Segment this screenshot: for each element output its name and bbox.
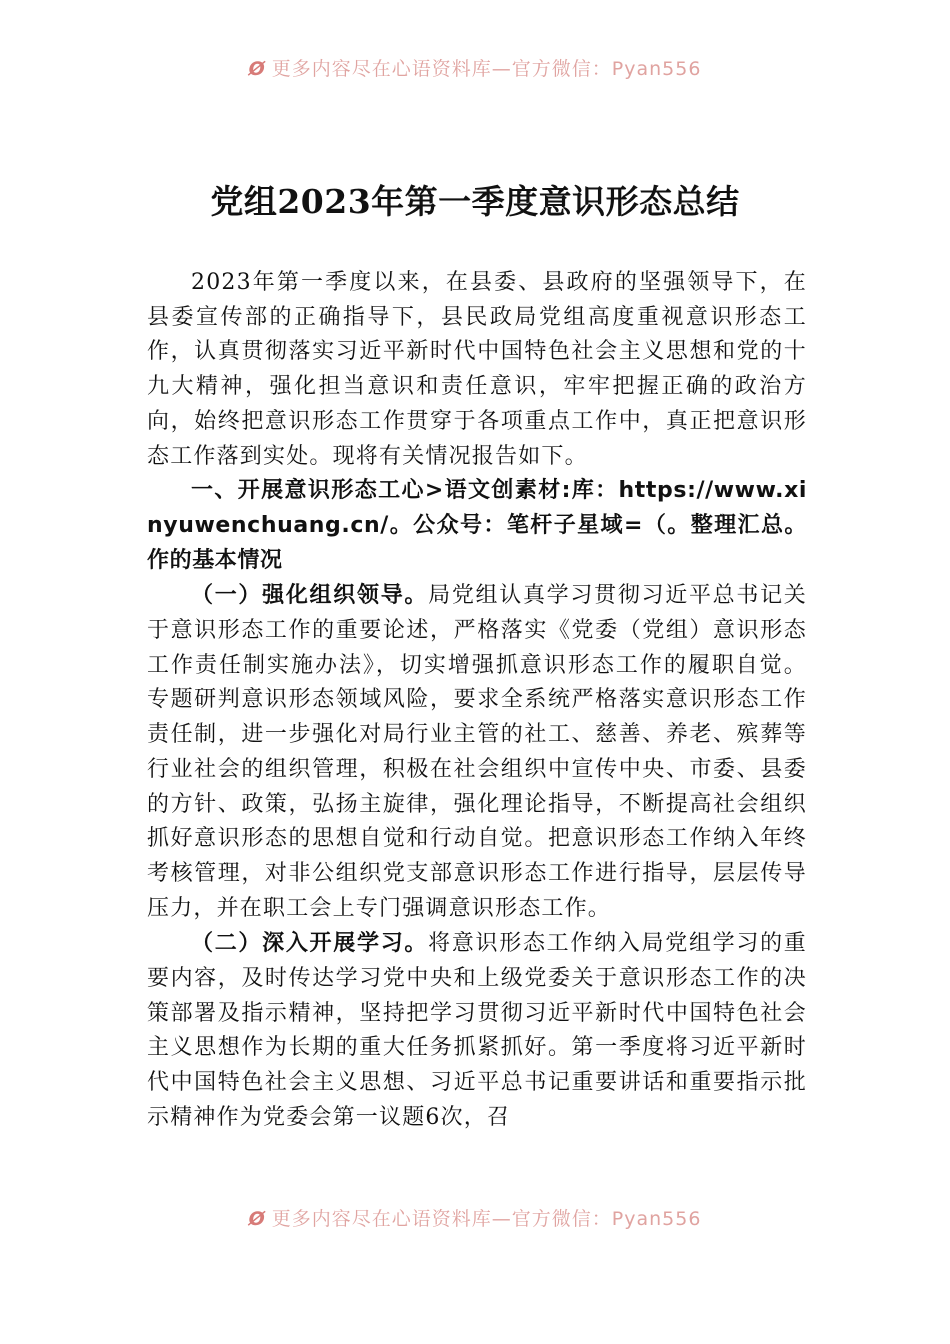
document-title: 党组2023年第一季度意识形态总结: [210, 182, 740, 221]
intro-paragraph: 2023年第一季度以来，在县委、县政府的坚强领导下，在县委宣传部的正确指导下，县民政局党组高度重视意识形态工作，认真贯彻落实习近平新时代中国特色社会主义思想和党的十九大精神，强化担当意识和责任意识，牢牢把握正确的政治方向，始终把意识形态工作贯穿于各项重点工作中，真正把意识形态工作落到实处。现将有关情况报告如下。: [147, 270, 807, 469]
watermark-logo-icon: Ø: [248, 58, 266, 80]
item-label-1: （一）强化组织领导。: [191, 582, 429, 609]
watermark-logo-icon: Ø: [248, 1208, 266, 1230]
item-paragraph-1: [147, 578, 807, 926]
section-heading: 一、开展意识形态工心>语文创素材:库：https://www.xinyuwenchuang.cn/。公众号：笔杆子星域=（。整理汇总。作的基本情况: [147, 478, 807, 573]
document-body: [147, 266, 807, 1136]
watermark-text: 更多内容尽在心语资料库—官方微信：Pyan556: [271, 58, 702, 80]
footer-watermark: [0, 1204, 950, 1234]
item-text-1: 局党组认真学习贯彻习近平总书记关于意识形态工作的重要论述，严格落实《党委（党组）意识形态工作责任制实施办法》，切实增强抓意识形态工作的履职自觉。专题研判意识形态领域风险，要求全系统严格落实意识形态工作责任制，进一步强化对局行业主管的社工、慈善、养老、殡葬等行业社会的组织管理，积极在社会组织中宣传中央、市委、县委的方针、政策，弘扬主旋律，强化理论指导，不断提高社会组织抓好意识形态的思想自觉和行动自觉。把意识形态工作纳入年终考核管理，对非公组织党支部意识形态工作进行指导，层层传导压力，并在职工会上专门强调意识形态工作。: [147, 583, 807, 921]
item-label-2: （二）深入开展学习。: [191, 930, 429, 957]
header-watermark: [0, 54, 950, 84]
item-text-2: 将意识形态工作纳入局党组学习的重要内容，及时传达学习党中央和上级党委关于意识形态工作的决策部署及指示精神，坚持把学习贯彻习近平新时代中国特色社会主义思想作为长期的重大任务抓紧抓好。第一季度将习近平新时代中国特色社会主义思想、习近平总书记重要讲话和重要指示批示精神作为党委会第一议题6次，召: [147, 931, 807, 1130]
watermark-text: 更多内容尽在心语资料库—官方微信：Pyan556: [271, 1208, 702, 1230]
item-paragraph-2: [147, 926, 807, 1135]
